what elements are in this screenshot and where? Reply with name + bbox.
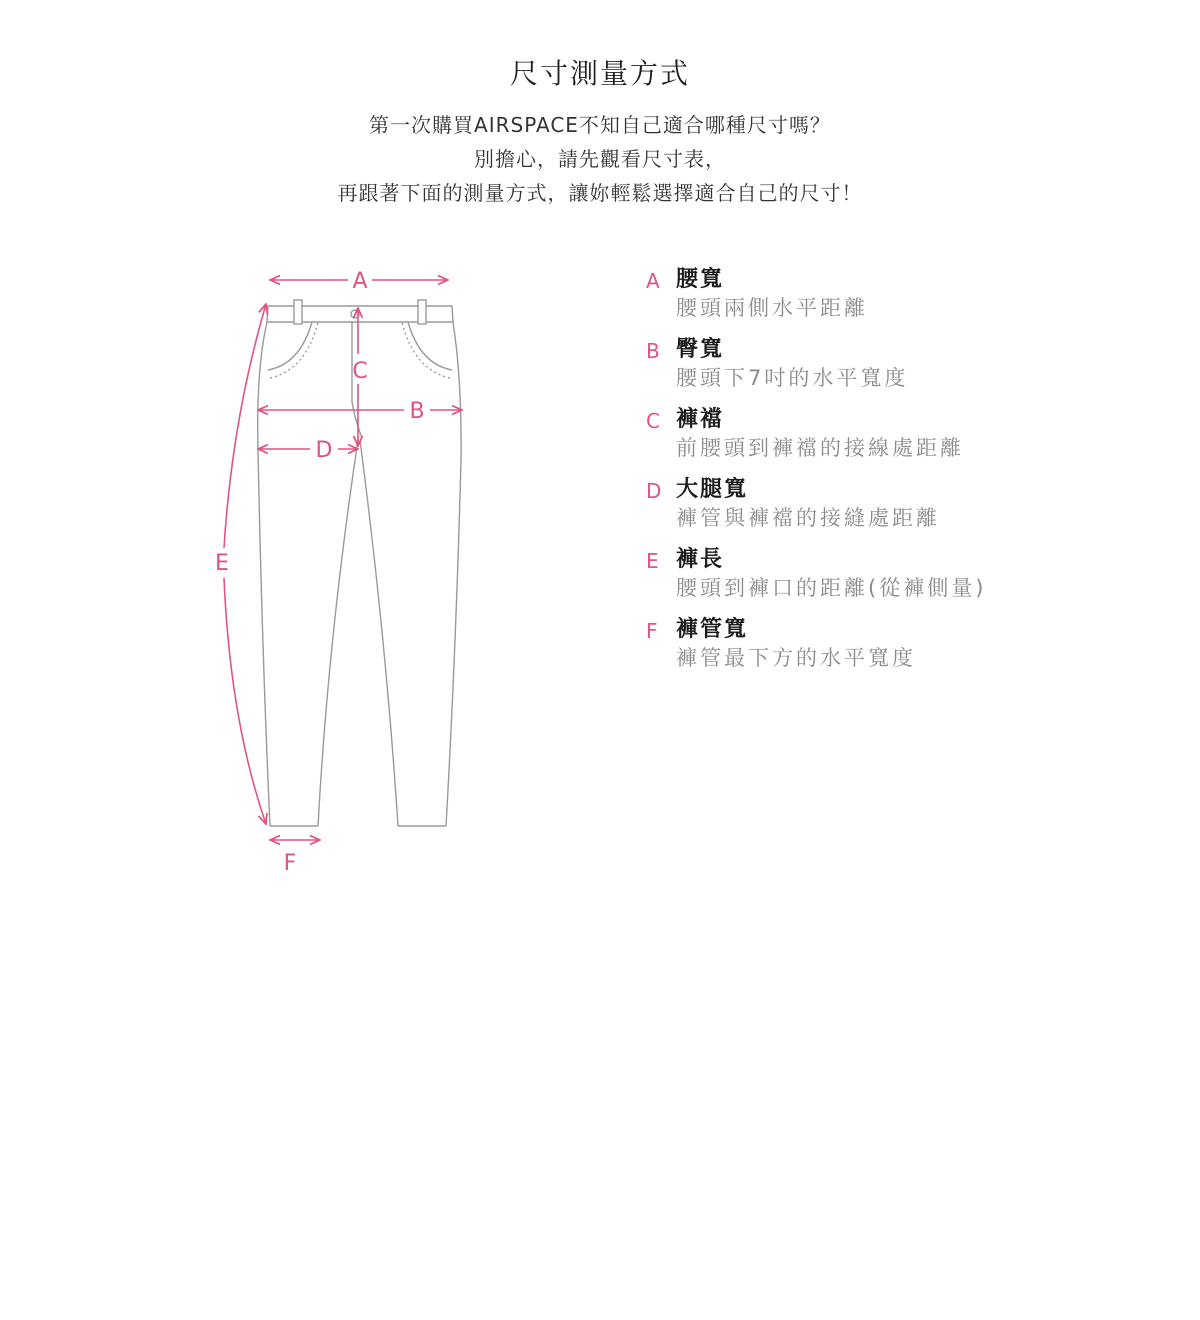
legend-item-e (646, 542, 1166, 612)
legend-desc: 前腰頭到褲襠的接線處距離 (676, 436, 964, 460)
pocket-left-stitch (270, 322, 318, 378)
legend-item-c (646, 402, 1166, 472)
pants-measurement-diagram (0, 0, 640, 900)
legend-item-d (646, 472, 1166, 542)
legend-item-a (646, 262, 1166, 332)
legend-name: 臀寬 (676, 337, 725, 362)
outer-seam-left (258, 322, 270, 826)
legend-name: 褲管寬 (676, 617, 749, 642)
inseam-left (315, 438, 358, 826)
intro-line-2: 別擔心，請先觀看尺寸表， (474, 147, 726, 171)
legend-letter: E (646, 549, 659, 573)
belt-loop-right (418, 300, 426, 324)
label-d: D (315, 438, 333, 463)
legend-item-f (646, 612, 1166, 682)
intro-line-3: 再跟著下面的測量方式，讓妳輕鬆選擇適合自己的尺寸！ (337, 181, 863, 205)
legend-letter: F (646, 619, 658, 643)
legend-name: 褲長 (676, 547, 725, 572)
legend-letter: D (646, 479, 662, 503)
legend-letter: C (646, 409, 660, 433)
legend-name: 褲襠 (676, 407, 725, 432)
legend-desc: 腰頭到褲口的距離(從褲側量) (676, 576, 987, 600)
legend-desc: 腰頭兩側水平距離 (676, 296, 868, 320)
pocket-right (408, 322, 452, 370)
label-e: E (215, 551, 229, 576)
label-b: B (409, 399, 425, 424)
legend-name: 大腿寬 (676, 477, 749, 502)
belt-loop-left (294, 300, 302, 324)
legend-item-b (646, 332, 1166, 402)
label-f: F (283, 851, 297, 876)
measure-line-e-lower (224, 578, 266, 824)
page-title: 尺寸測量方式 (509, 57, 690, 90)
outer-seam-right (446, 322, 461, 826)
legend-letter: B (646, 339, 660, 363)
intro-line-1: 第一次購買AIRSPACE不知自己適合哪種尺寸嗎？ (369, 113, 831, 137)
legend-desc: 褲管與褲襠的接縫處距離 (676, 506, 940, 530)
legend-name: 腰寬 (676, 267, 725, 292)
pocket-left (268, 322, 312, 370)
label-c: C (352, 359, 368, 384)
inseam-right (360, 440, 398, 826)
legend-desc: 腰頭下7吋的水平寬度 (676, 366, 909, 390)
pocket-right-stitch (402, 322, 450, 378)
legend-letter: A (646, 269, 660, 293)
legend-desc: 褲管最下方的水平寬度 (676, 646, 916, 670)
label-a: A (352, 269, 368, 294)
measurement-legend (646, 262, 1166, 682)
